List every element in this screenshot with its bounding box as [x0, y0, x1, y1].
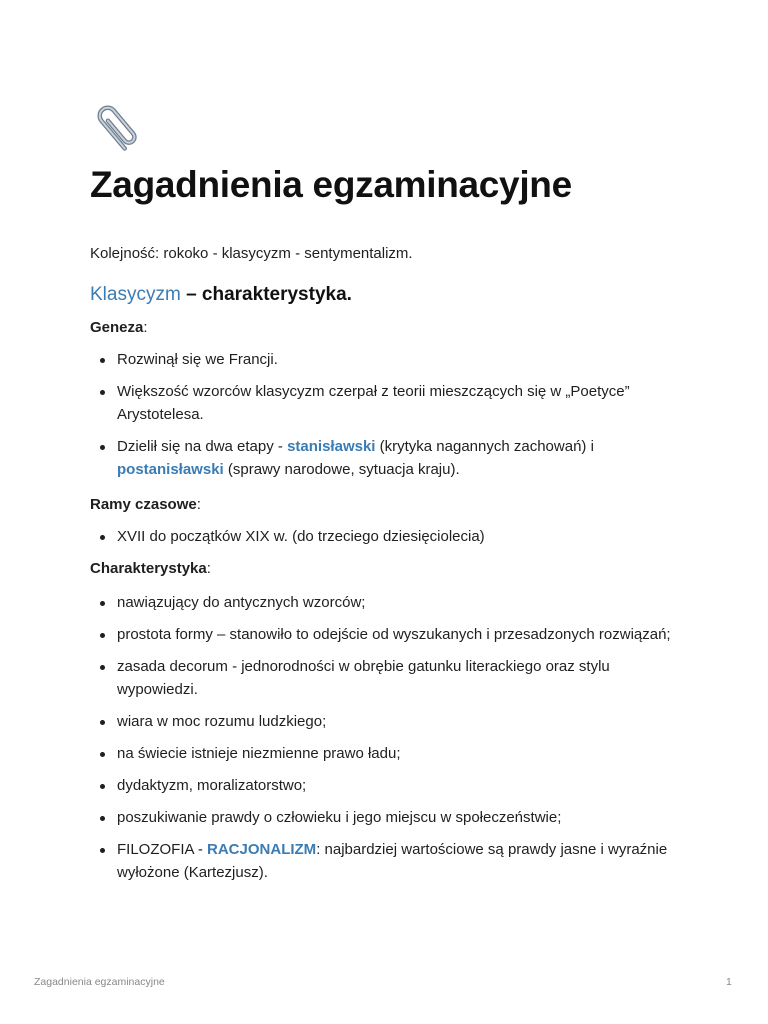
intro-text: Kolejność: rokoko - klasycyzm - sentymentalizm.: [90, 245, 413, 262]
paperclip-icon: [90, 98, 146, 158]
charakterystyka-label-text: Charakterystyka: [90, 560, 207, 577]
geneza-label-text: Geneza: [90, 319, 144, 336]
list-item: XVII do początków XIX w. (do trzeciego dziesięciolecia): [90, 525, 690, 548]
list-item: wiara w moc rozumu ludzkiego;: [90, 710, 690, 733]
list-item: dydaktyzm, moralizatorstwo;: [90, 774, 690, 797]
heading-highlight: Klasycyzm: [90, 284, 181, 305]
list-item: Większość wzorców klasycyzm czerpał z teorii mieszczących się w „Poetyce” Arystotelesa.: [90, 380, 690, 426]
list-item: zasada decorum - jednorodności w obrębie gatunku literackiego oraz stylu wypowiedzi.: [90, 655, 690, 701]
geneza-colon: :: [143, 319, 148, 336]
item-text: FILOZOFIA -: [117, 841, 208, 858]
item-text: : najbardziej wartościowe są prawdy jasne i wyraźnie wyłożone (Kartezjusz).: [117, 841, 668, 881]
geneza-list: [90, 348, 690, 490]
list-item: Rozwinął się we Francji.: [90, 348, 690, 371]
geneza-label: [90, 319, 148, 336]
list-item: [90, 838, 690, 884]
ramy-label: [90, 496, 201, 513]
item-text: (sprawy narodowe, sytuacja kraju).: [223, 461, 460, 478]
page-title: Zagadnienia egzaminacyjne: [90, 164, 572, 205]
list-item: prostota formy – stanowiło to odejście od wyszukanych i przesadzonych rozwiązań;: [90, 623, 690, 646]
list-item: poszukiwanie prawdy o człowieku i jego miejscu w społeczeństwie;: [90, 806, 690, 829]
list-item: na świecie istnieje niezmienne prawo ładu;: [90, 742, 690, 765]
footer-doc-name: Zagadnienia egzaminacyjne: [34, 976, 165, 988]
keyword-postanislawski: postanisławski: [117, 461, 224, 478]
list-item: [90, 435, 690, 481]
keyword-stanislawski: stanisławski: [287, 438, 376, 455]
list-item: nawiązujący do antycznych wzorców;: [90, 591, 690, 614]
charakterystyka-list: [90, 591, 690, 893]
ramy-label-text: Ramy czasowe: [90, 496, 197, 513]
item-text: Dzielił się na dwa etapy -: [117, 438, 288, 455]
charakterystyka-colon: :: [206, 560, 211, 577]
keyword-racjonalizm: RACJONALIZM: [207, 841, 317, 858]
ramy-list: [90, 525, 690, 557]
heading-rest: – charakterystyka.: [180, 284, 352, 305]
ramy-colon: :: [196, 496, 201, 513]
footer-page-number: 1: [726, 976, 732, 988]
charakterystyka-label: [90, 560, 211, 577]
item-text: (krytyka nagannych zachowań) i: [375, 438, 594, 455]
section-heading: [90, 284, 352, 306]
